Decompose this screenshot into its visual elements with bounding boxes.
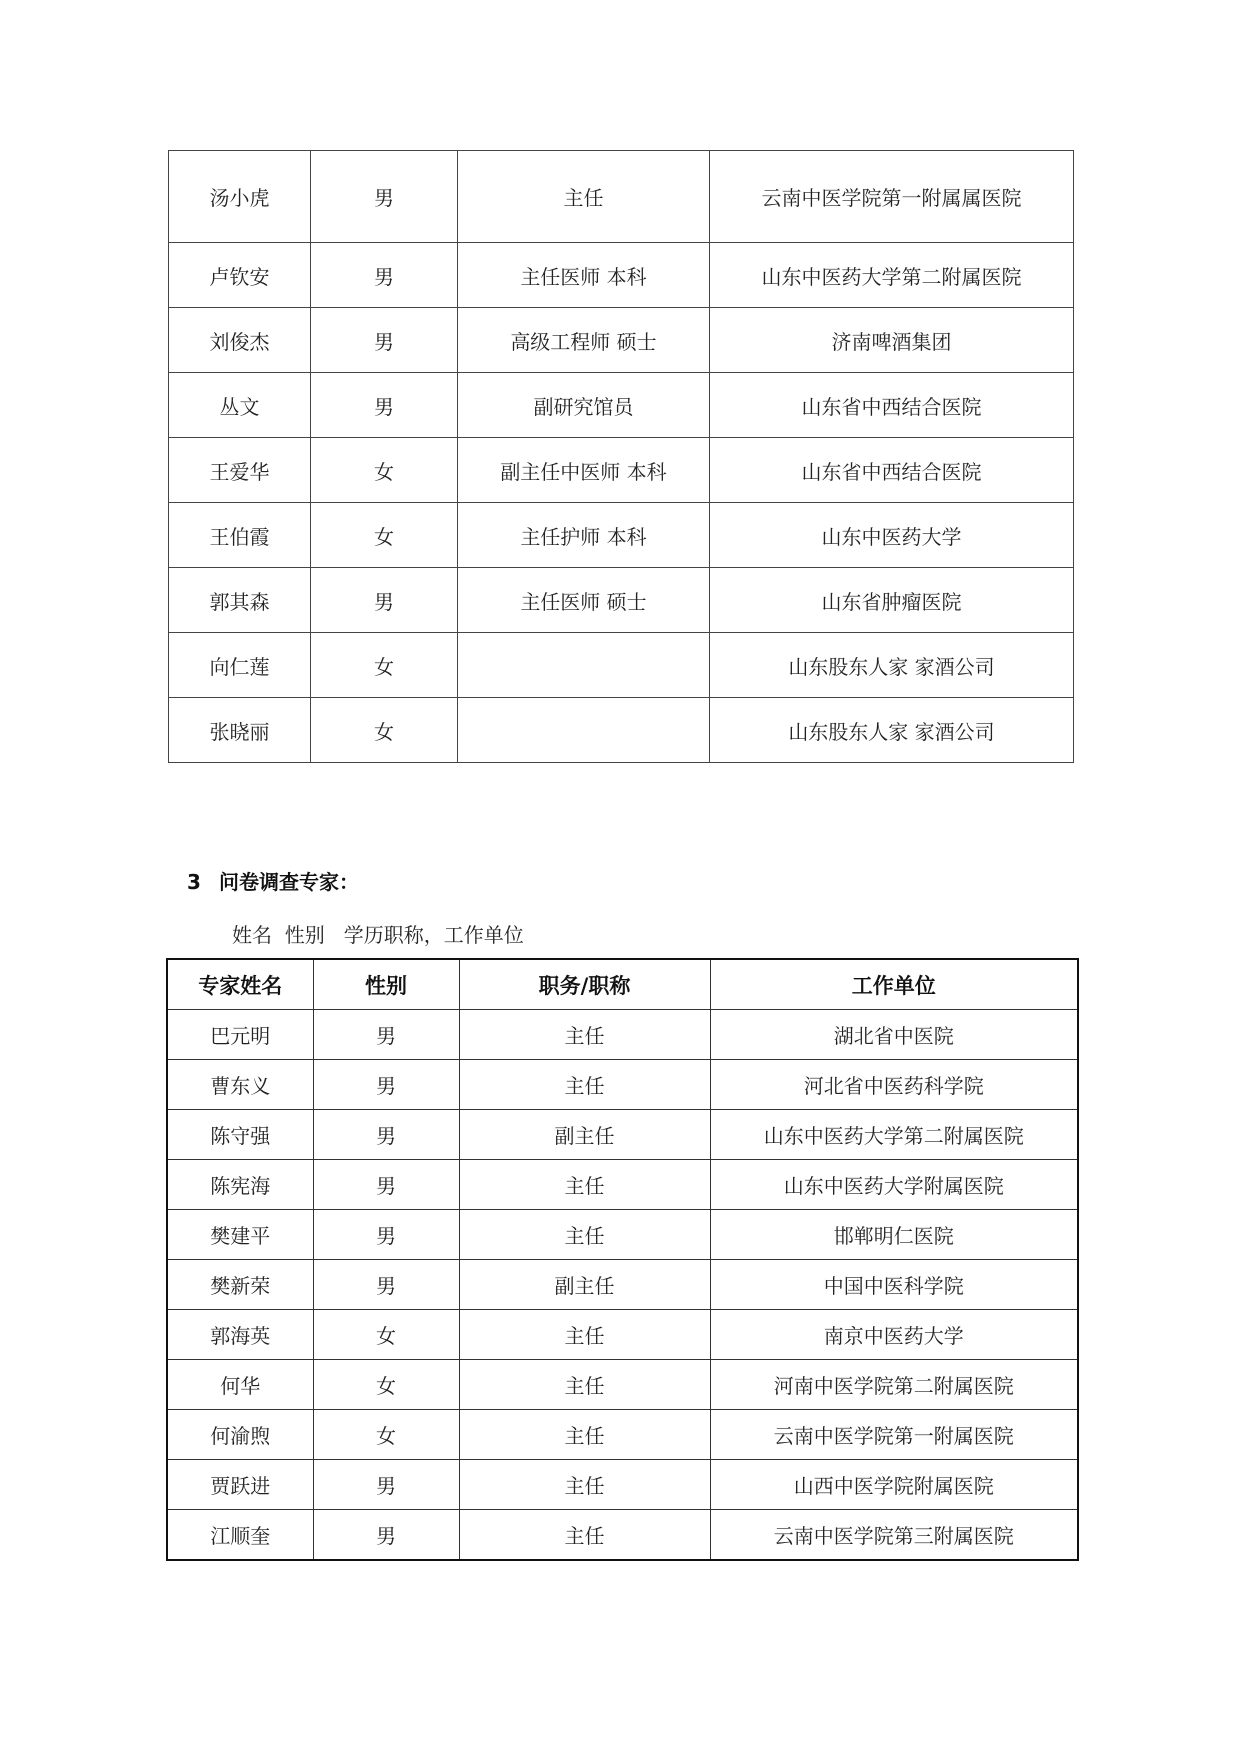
cell-workplace: 云南中医学院第一附属医院 [710,1410,1078,1460]
cell-gender: 女 [311,698,458,763]
cell-gender: 女 [313,1410,459,1460]
cell-title: 主任医师 本科 [458,243,710,308]
cell-title [458,698,710,763]
cell-workplace: 中国中医科学院 [710,1260,1078,1310]
cell-name: 郭其森 [169,568,311,633]
table-row [169,373,1074,438]
cell-gender: 男 [313,1010,459,1060]
survey-expert-table-body [167,1010,1078,1561]
table-row [169,308,1074,373]
cell-gender: 男 [311,243,458,308]
cell-title: 副主任中医师 本科 [458,438,710,503]
table-row [167,1260,1078,1310]
cell-workplace: 云南中医学院第三附属医院 [710,1510,1078,1561]
section-number: 3 [187,870,201,894]
cell-name: 王伯霞 [169,503,311,568]
cell-workplace: 山东省中西结合医院 [710,438,1074,503]
cell-title: 主任 [459,1160,710,1210]
cell-workplace: 湖北省中医院 [710,1010,1078,1060]
cell-workplace: 济南啤酒集团 [710,308,1074,373]
cell-title [458,633,710,698]
cell-workplace: 南京中医药大学 [710,1310,1078,1360]
cell-name: 陈宪海 [167,1160,313,1210]
cell-gender: 男 [313,1510,459,1561]
cell-workplace: 山东省肿瘤医院 [710,568,1074,633]
cell-gender: 女 [311,503,458,568]
cell-name: 陈守强 [167,1110,313,1160]
cell-workplace: 山东股东人家 家酒公司 [710,698,1074,763]
cell-gender: 男 [311,308,458,373]
table-row [167,1110,1078,1160]
cell-workplace: 山东中医药大学附属医院 [710,1160,1078,1210]
cell-title: 高级工程师 硕士 [458,308,710,373]
section-heading [187,866,359,895]
cell-gender: 女 [311,633,458,698]
cell-name: 樊新荣 [167,1260,313,1310]
cell-title: 副主任 [459,1260,710,1310]
cell-name: 刘俊杰 [169,308,311,373]
cell-name: 王爱华 [169,438,311,503]
cell-gender: 男 [311,373,458,438]
cell-title: 副主任 [459,1110,710,1160]
table-row [169,151,1074,243]
cell-name: 曹东义 [167,1060,313,1110]
table-row [169,568,1074,633]
table-row [167,1310,1078,1360]
table-row [167,1210,1078,1260]
table-row [167,1010,1078,1060]
cell-name: 何华 [167,1360,313,1410]
cell-name: 丛文 [169,373,311,438]
cell-title: 主任 [459,1410,710,1460]
cell-name: 卢钦安 [169,243,311,308]
cell-workplace: 河北省中医药科学院 [710,1060,1078,1110]
header-name: 专家姓名 [167,959,313,1010]
survey-expert-table [166,958,1079,1561]
cell-name: 贾跃进 [167,1460,313,1510]
cell-name: 樊建平 [167,1210,313,1260]
field-description: 姓名 性别 学历职称，工作单位 [232,923,524,947]
cell-workplace: 山东中医药大学 [710,503,1074,568]
cell-workplace: 山西中医学院附属医院 [710,1460,1078,1510]
cell-gender: 男 [313,1060,459,1110]
cell-workplace: 山东省中西结合医院 [710,373,1074,438]
cell-gender: 女 [313,1360,459,1410]
cell-gender: 男 [313,1110,459,1160]
table-row [169,503,1074,568]
cell-gender: 男 [313,1160,459,1210]
cell-title: 主任 [458,151,710,243]
table-row [167,1510,1078,1561]
cell-workplace: 山东中医药大学第二附属医院 [710,243,1074,308]
cell-workplace: 山东股东人家 家酒公司 [710,633,1074,698]
cell-gender: 男 [313,1460,459,1510]
cell-gender: 女 [313,1310,459,1360]
cell-workplace: 云南中医学院第一附属属医院 [710,151,1074,243]
table-row [167,1460,1078,1510]
table-header-row [167,959,1078,1010]
header-title: 职务/职称 [459,959,710,1010]
cell-gender: 男 [313,1210,459,1260]
header-workplace: 工作单位 [710,959,1078,1010]
table-row [167,1160,1078,1210]
cell-title: 主任 [459,1310,710,1360]
cell-title: 主任 [459,1510,710,1561]
cell-gender: 男 [311,568,458,633]
header-gender: 性别 [313,959,459,1010]
table-row [169,633,1074,698]
cell-gender: 女 [311,438,458,503]
cell-gender: 男 [313,1260,459,1310]
table-row [167,1060,1078,1110]
table-row [167,1360,1078,1410]
cell-title: 主任 [459,1010,710,1060]
cell-title: 主任医师 硕士 [458,568,710,633]
cell-name: 向仁莲 [169,633,311,698]
cell-title: 副研究馆员 [458,373,710,438]
cell-title: 主任护师 本科 [458,503,710,568]
cell-name: 张晓丽 [169,698,311,763]
cell-name: 何渝煦 [167,1410,313,1460]
cell-name: 郭海英 [167,1310,313,1360]
table-row [169,698,1074,763]
cell-title: 主任 [459,1210,710,1260]
table-row [169,438,1074,503]
cell-title: 主任 [459,1060,710,1110]
cell-title: 主任 [459,1460,710,1510]
cell-workplace: 邯郸明仁医院 [710,1210,1078,1260]
table-row [169,243,1074,308]
cell-name: 江顺奎 [167,1510,313,1561]
cell-gender: 男 [311,151,458,243]
table-row [167,1410,1078,1460]
section-title-text: 问卷调查专家： [219,870,359,894]
cell-name: 汤小虎 [169,151,311,243]
cell-workplace: 河南中医学院第二附属医院 [710,1360,1078,1410]
expert-table-continued [168,150,1074,763]
cell-workplace: 山东中医药大学第二附属医院 [710,1110,1078,1160]
expert-table-continued-body [169,151,1074,763]
cell-name: 巴元明 [167,1010,313,1060]
cell-title: 主任 [459,1360,710,1410]
